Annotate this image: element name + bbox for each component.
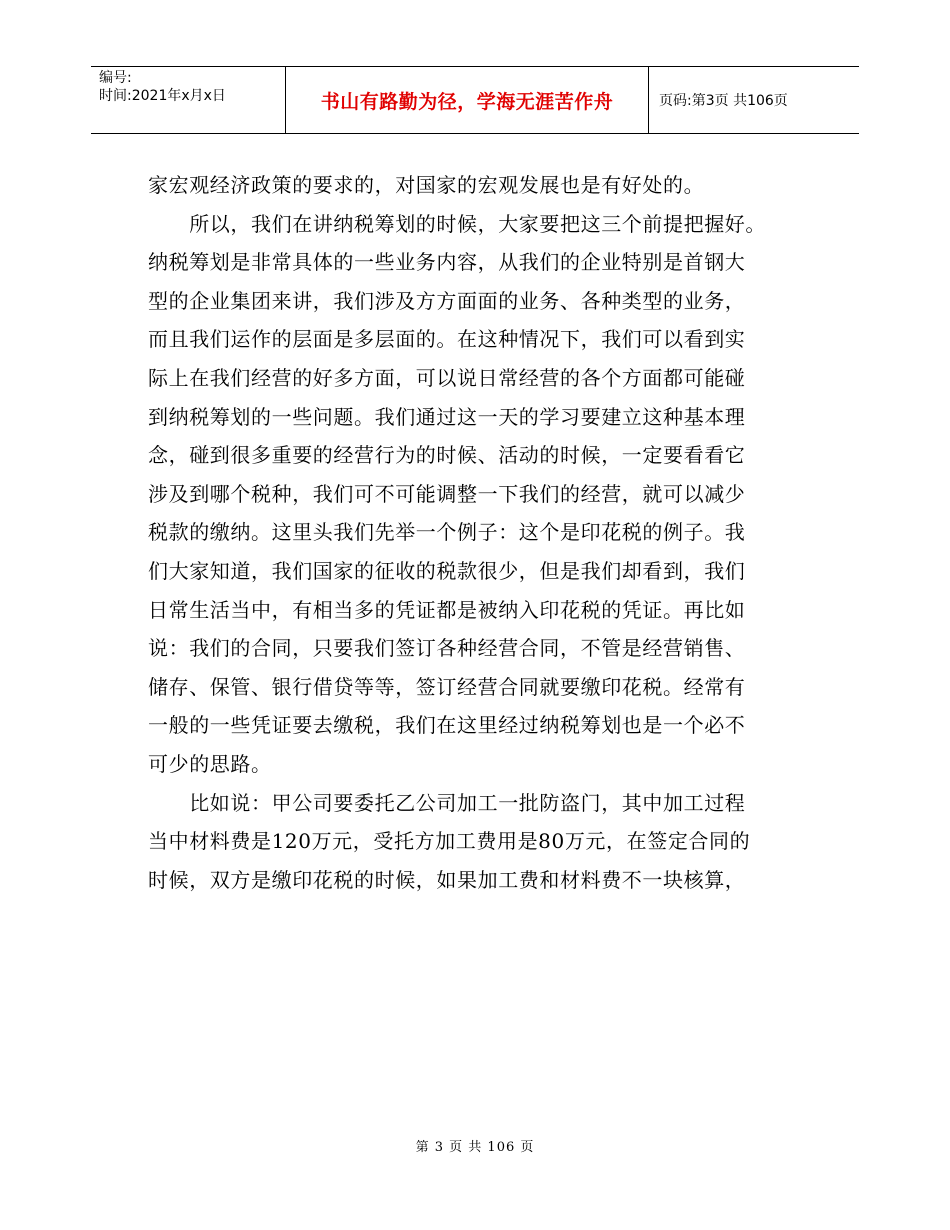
text-line: 储存、保管、银行借贷等等，签订经营合同就要缴印花税。经常有 [148,674,746,699]
text-line: 所以，我们在讲纳税筹划的时候，大家要把这三个前提把握好。 [148,211,766,236]
header-motto-cell [286,67,649,133]
text-line: 念，碰到很多重要的经营行为的时候、活动的时候，一定要看看它 [148,443,746,468]
text-line: 纳税筹划是非常具体的一些业务内容，从我们的企业特别是首钢大 [148,250,746,275]
text-line: 比如说：甲公司要委托乙公司加工一批防盗门，其中加工过程 [148,790,746,815]
document-number-label: 编号: [99,70,132,86]
text-line: 到纳税筹划的一些问题。我们通过这一天的学习要建立这种基本理 [148,404,746,429]
body-text [148,166,808,899]
header-page-code-cell [649,67,859,133]
text-line: 型的企业集团来讲，我们涉及方方面面的业务、各种类型的业务， [148,288,746,313]
text-line: 当中材料费是120万元，受托方加工费用是80万元，在签定合同的 [148,829,751,854]
document-time-label: 时间:2021年x月x日 [99,88,226,104]
text-line: 一般的一些凭证要去缴税，我们在这里经过纳税筹划也是一个必不 [148,713,746,738]
text-line: 们大家知道，我们国家的征收的税款很少，但是我们却看到，我们 [148,558,746,583]
page-footer: 第 3 页 共 106 页 [415,1140,535,1155]
text-line: 时候，双方是缴印花税的时候，如果加工费和材料费不一块核算， [148,867,746,892]
header-motto: 书山有路勤为径，学海无涯苦作舟 [320,90,614,113]
page-header [91,66,859,134]
text-line: 家宏观经济政策的要求的，对国家的宏观发展也是有好处的。 [148,173,705,197]
text-line: 税款的缴纳。这里头我们先举一个例子：这个是印花税的例子。我 [148,520,746,545]
text-line: 说：我们的合同，只要我们签订各种经营合同，不管是经营销售、 [148,636,746,661]
header-page-code: 页码:第3页 共106页 [659,93,788,109]
text-line: 日常生活当中，有相当多的凭证都是被纳入印花税的凭证。再比如 [148,597,746,622]
text-line: 际上在我们经营的好多方面，可以说日常经营的各个方面都可能碰 [148,365,746,390]
text-line: 可少的思路。 [148,751,272,776]
text-line: 涉及到哪个税种，我们可不可能调整一下我们的经营，就可以减少 [148,481,746,506]
header-meta [91,67,286,133]
text-line: 而且我们运作的层面是多层面的。在这种情况下，我们可以看到实 [148,327,746,352]
